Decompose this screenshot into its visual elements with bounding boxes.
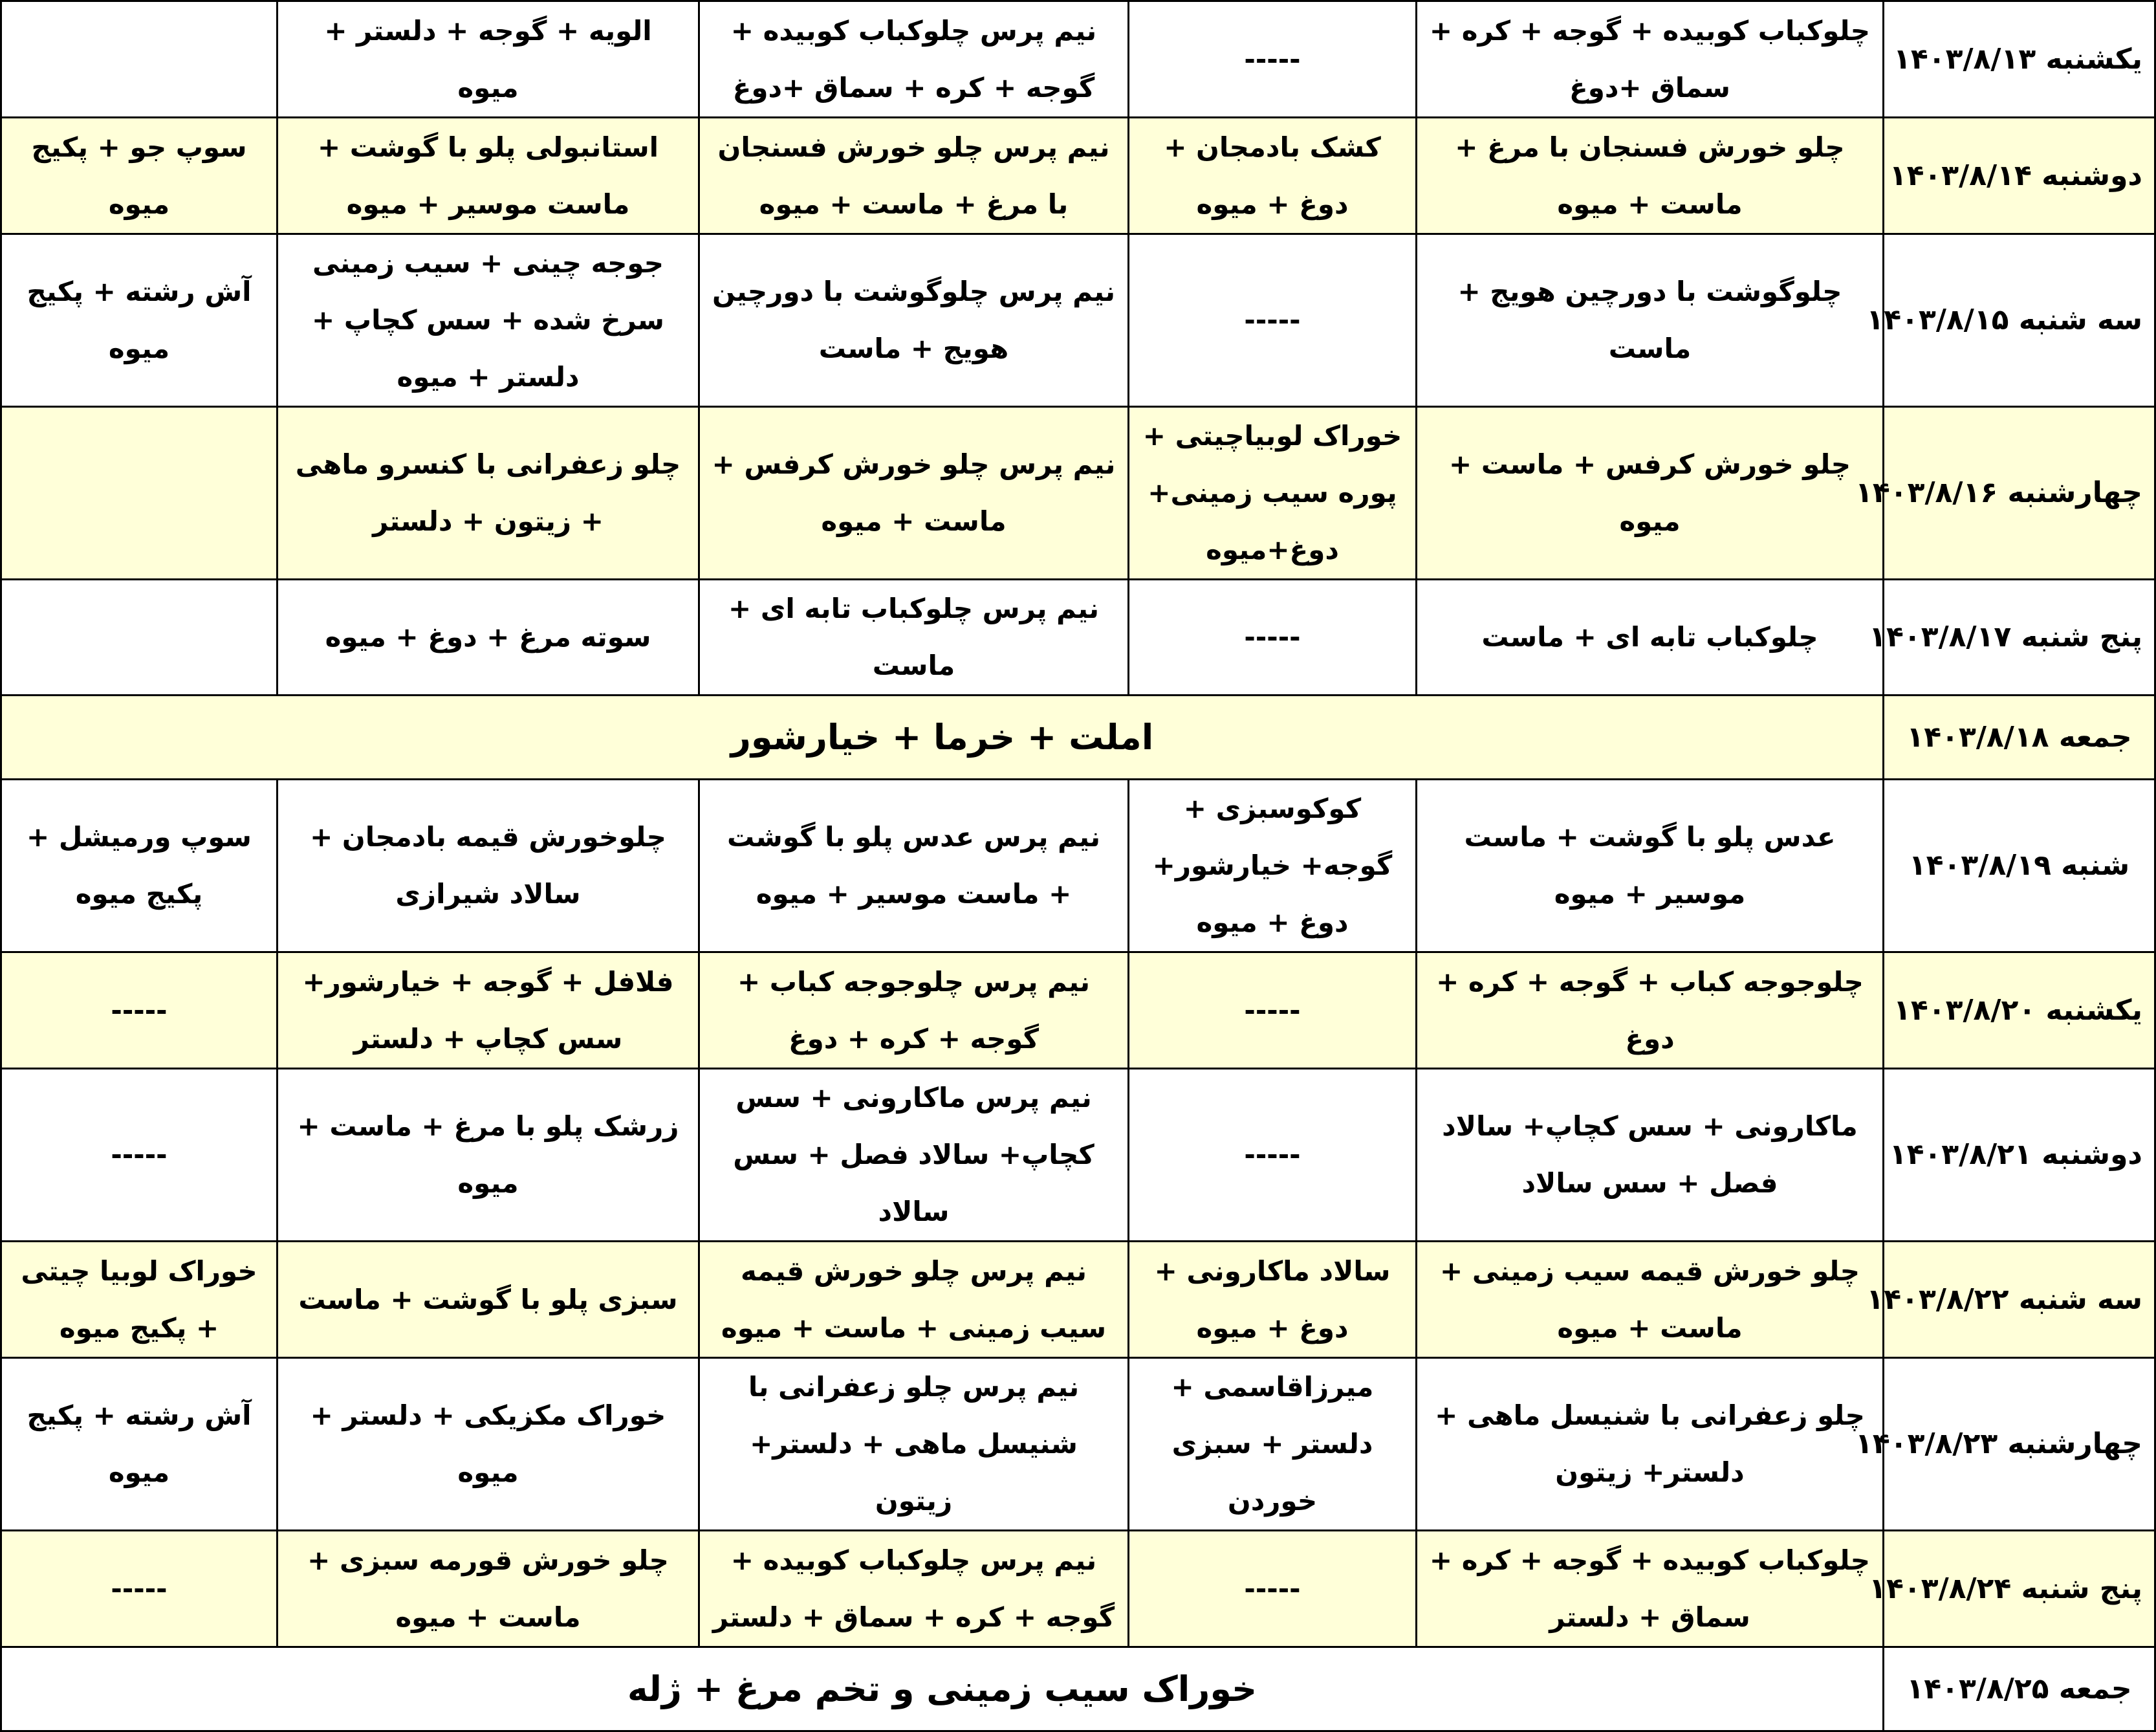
main-dish-cell: عدس پلو با گوشت + ماست موسیر + میوه (1417, 780, 1884, 952)
side-dish-cell: ----- (1129, 1, 1417, 118)
half-portion-cell: نیم پرس چلوکباب تابه ای + ماست (699, 580, 1129, 696)
side-dish-cell: ----- (1129, 952, 1417, 1069)
side-dish-cell: ----- (1129, 1069, 1417, 1242)
side-dish-cell: ----- (1129, 1531, 1417, 1647)
main-dish-cell: چلوکباب کوبیده + گوجه + کره + سماق +دوغ (1417, 1, 1884, 118)
half-portion-cell: نیم پرس چلوکباب کوبیده + گوجه + کره + سماق + دلستر (699, 1531, 1129, 1647)
date-cell: سه شنبه ۱۴۰۳/۸/۱۵ (1884, 234, 2155, 407)
extra-cell: ----- (1, 1069, 278, 1242)
date-cell: سه شنبه ۱۴۰۳/۸/۲۲ (1884, 1242, 2155, 1358)
date-cell: دوشنبه ۱۴۰۳/۸/۲۱ (1884, 1069, 2155, 1242)
dinner-cell: استانبولی پلو با گوشت + ماست موسیر + میوه (278, 118, 699, 234)
dinner-cell: سوته مرغ + دوغ + میوه (278, 580, 699, 696)
main-dish-cell: چلوجوجه کباب + گوجه + کره + دوغ (1417, 952, 1884, 1069)
menu-row (1, 1647, 2155, 1731)
menu-row (1, 952, 2155, 1069)
half-portion-cell: نیم پرس چلو خورش فسنجان با مرغ + ماست + میوه (699, 118, 1129, 234)
main-dish-cell: چلو خورش فسنجان با مرغ + ماست + میوه (1417, 118, 1884, 234)
menu-row (1, 1069, 2155, 1242)
extra-cell: ----- (1, 1531, 278, 1647)
friday-menu-cell: املت + خرما + خیارشور (1, 696, 1884, 780)
dinner-cell: چلوخورش قیمه بادمجان + سالاد شیرازی (278, 780, 699, 952)
half-portion-cell: نیم پرس چلوجوجه کباب + گوجه + کره + دوغ (699, 952, 1129, 1069)
half-portion-cell: نیم پرس عدس پلو با گوشت + ماست موسیر + میوه (699, 780, 1129, 952)
date-cell: پنج شنبه ۱۴۰۳/۸/۱۷ (1884, 580, 2155, 696)
extra-cell: ----- (1, 952, 278, 1069)
main-dish-cell: چلو خورش کرفس + ماست + میوه (1417, 407, 1884, 580)
main-dish-cell: چلو خورش قیمه سیب زمینی + ماست + میوه (1417, 1242, 1884, 1358)
friday-menu-cell: خوراک سیب زمینی و تخم مرغ + ژله (1, 1647, 1884, 1731)
dinner-cell: جوجه چینی + سیب زمینی سرخ شده + سس کچاپ + دلستر + میوه (278, 234, 699, 407)
menu-row (1, 1242, 2155, 1358)
menu-row (1, 1, 2155, 118)
main-dish-cell: چلوکباب تابه ای + ماست (1417, 580, 1884, 696)
extra-cell: سوپ ورمیشل + پکیج میوه (1, 780, 278, 952)
menu-row (1, 1358, 2155, 1531)
menu-row (1, 580, 2155, 696)
date-cell: پنج شنبه ۱۴۰۳/۸/۲۴ (1884, 1531, 2155, 1647)
date-cell: شنبه ۱۴۰۳/۸/۱۹ (1884, 780, 2155, 952)
main-dish-cell: چلوگوشت با دورچین هویج + ماست (1417, 234, 1884, 407)
menu-row (1, 696, 2155, 780)
side-dish-cell: کوکوسبزی + گوجه+ خیارشور+ دوغ + میوه (1129, 780, 1417, 952)
main-dish-cell: چلوکباب کوبیده + گوجه + کره + سماق + دلستر (1417, 1531, 1884, 1647)
half-portion-cell: نیم پرس چلو خورش قیمه سیب زمینی + ماست + میوه (699, 1242, 1129, 1358)
half-portion-cell: نیم پرس چلو زعفرانی با شنیسل ماهی + دلستر+ زیتون (699, 1358, 1129, 1531)
dinner-cell: چلو خورش قورمه سبزی + ماست + میوه (278, 1531, 699, 1647)
dinner-cell: خوراک مکزیکی + دلستر + میوه (278, 1358, 699, 1531)
extra-cell (1, 407, 278, 580)
date-cell: دوشنبه ۱۴۰۳/۸/۱۴ (1884, 118, 2155, 234)
extra-cell: آش رشته + پکیج میوه (1, 234, 278, 407)
main-dish-cell: ماکارونی + سس کچاپ+ سالاد فصل + سس سالاد (1417, 1069, 1884, 1242)
dinner-cell: الویه + گوجه + دلستر + میوه (278, 1, 699, 118)
half-portion-cell: نیم پرس چلو خورش کرفس + ماست + میوه (699, 407, 1129, 580)
dinner-cell: چلو زعفرانی با کنسرو ماهی + زیتون + دلستر (278, 407, 699, 580)
date-cell: چهارشنبه ۱۴۰۳/۸/۲۳ (1884, 1358, 2155, 1531)
date-cell: یکشنبه ۱۴۰۳/۸/۱۳ (1884, 1, 2155, 118)
side-dish-cell: میرزاقاسمی + دلستر + سبزی خوردن (1129, 1358, 1417, 1531)
dinner-cell: سبزی پلو با گوشت + ماست (278, 1242, 699, 1358)
menu-row (1, 407, 2155, 580)
date-cell: چهارشنبه ۱۴۰۳/۸/۱۶ (1884, 407, 2155, 580)
date-cell: جمعه ۱۴۰۳/۸/۲۵ (1884, 1647, 2155, 1731)
extra-cell: سوپ جو + پکیج میوه (1, 118, 278, 234)
dinner-cell: زرشک پلو با مرغ + ماست + میوه (278, 1069, 699, 1242)
menu-row (1, 118, 2155, 234)
half-portion-cell: نیم پرس چلوگوشت با دورچین هویج + ماست (699, 234, 1129, 407)
menu-row (1, 234, 2155, 407)
side-dish-cell: کشک بادمجان + دوغ + میوه (1129, 118, 1417, 234)
menu-row (1, 780, 2155, 952)
side-dish-cell: ----- (1129, 234, 1417, 407)
main-dish-cell: چلو زعفرانی با شنیسل ماهی + دلستر+ زیتون (1417, 1358, 1884, 1531)
side-dish-cell: سالاد ماکارونی + دوغ + میوه (1129, 1242, 1417, 1358)
extra-cell: آش رشته + پکیج میوه (1, 1358, 278, 1531)
half-portion-cell: نیم پرس ماکارونی + سس کچاپ+ سالاد فصل + سس سالاد (699, 1069, 1129, 1242)
extra-cell (1, 1, 278, 118)
extra-cell (1, 580, 278, 696)
half-portion-cell: نیم پرس چلوکباب کوبیده + گوجه + کره + سماق +دوغ (699, 1, 1129, 118)
side-dish-cell: خوراک لوبیاچیتی + پوره سیب زمینی+ دوغ+میوه (1129, 407, 1417, 580)
menu-row (1, 1531, 2155, 1647)
date-cell: جمعه ۱۴۰۳/۸/۱۸ (1884, 696, 2155, 780)
extra-cell: خوراک لوبیا چیتی + پکیج میوه (1, 1242, 278, 1358)
side-dish-cell: ----- (1129, 580, 1417, 696)
date-cell: یکشنبه ۱۴۰۳/۸/۲۰ (1884, 952, 2155, 1069)
dinner-cell: فلافل + گوجه + خیارشور+ سس کچاپ + دلستر (278, 952, 699, 1069)
